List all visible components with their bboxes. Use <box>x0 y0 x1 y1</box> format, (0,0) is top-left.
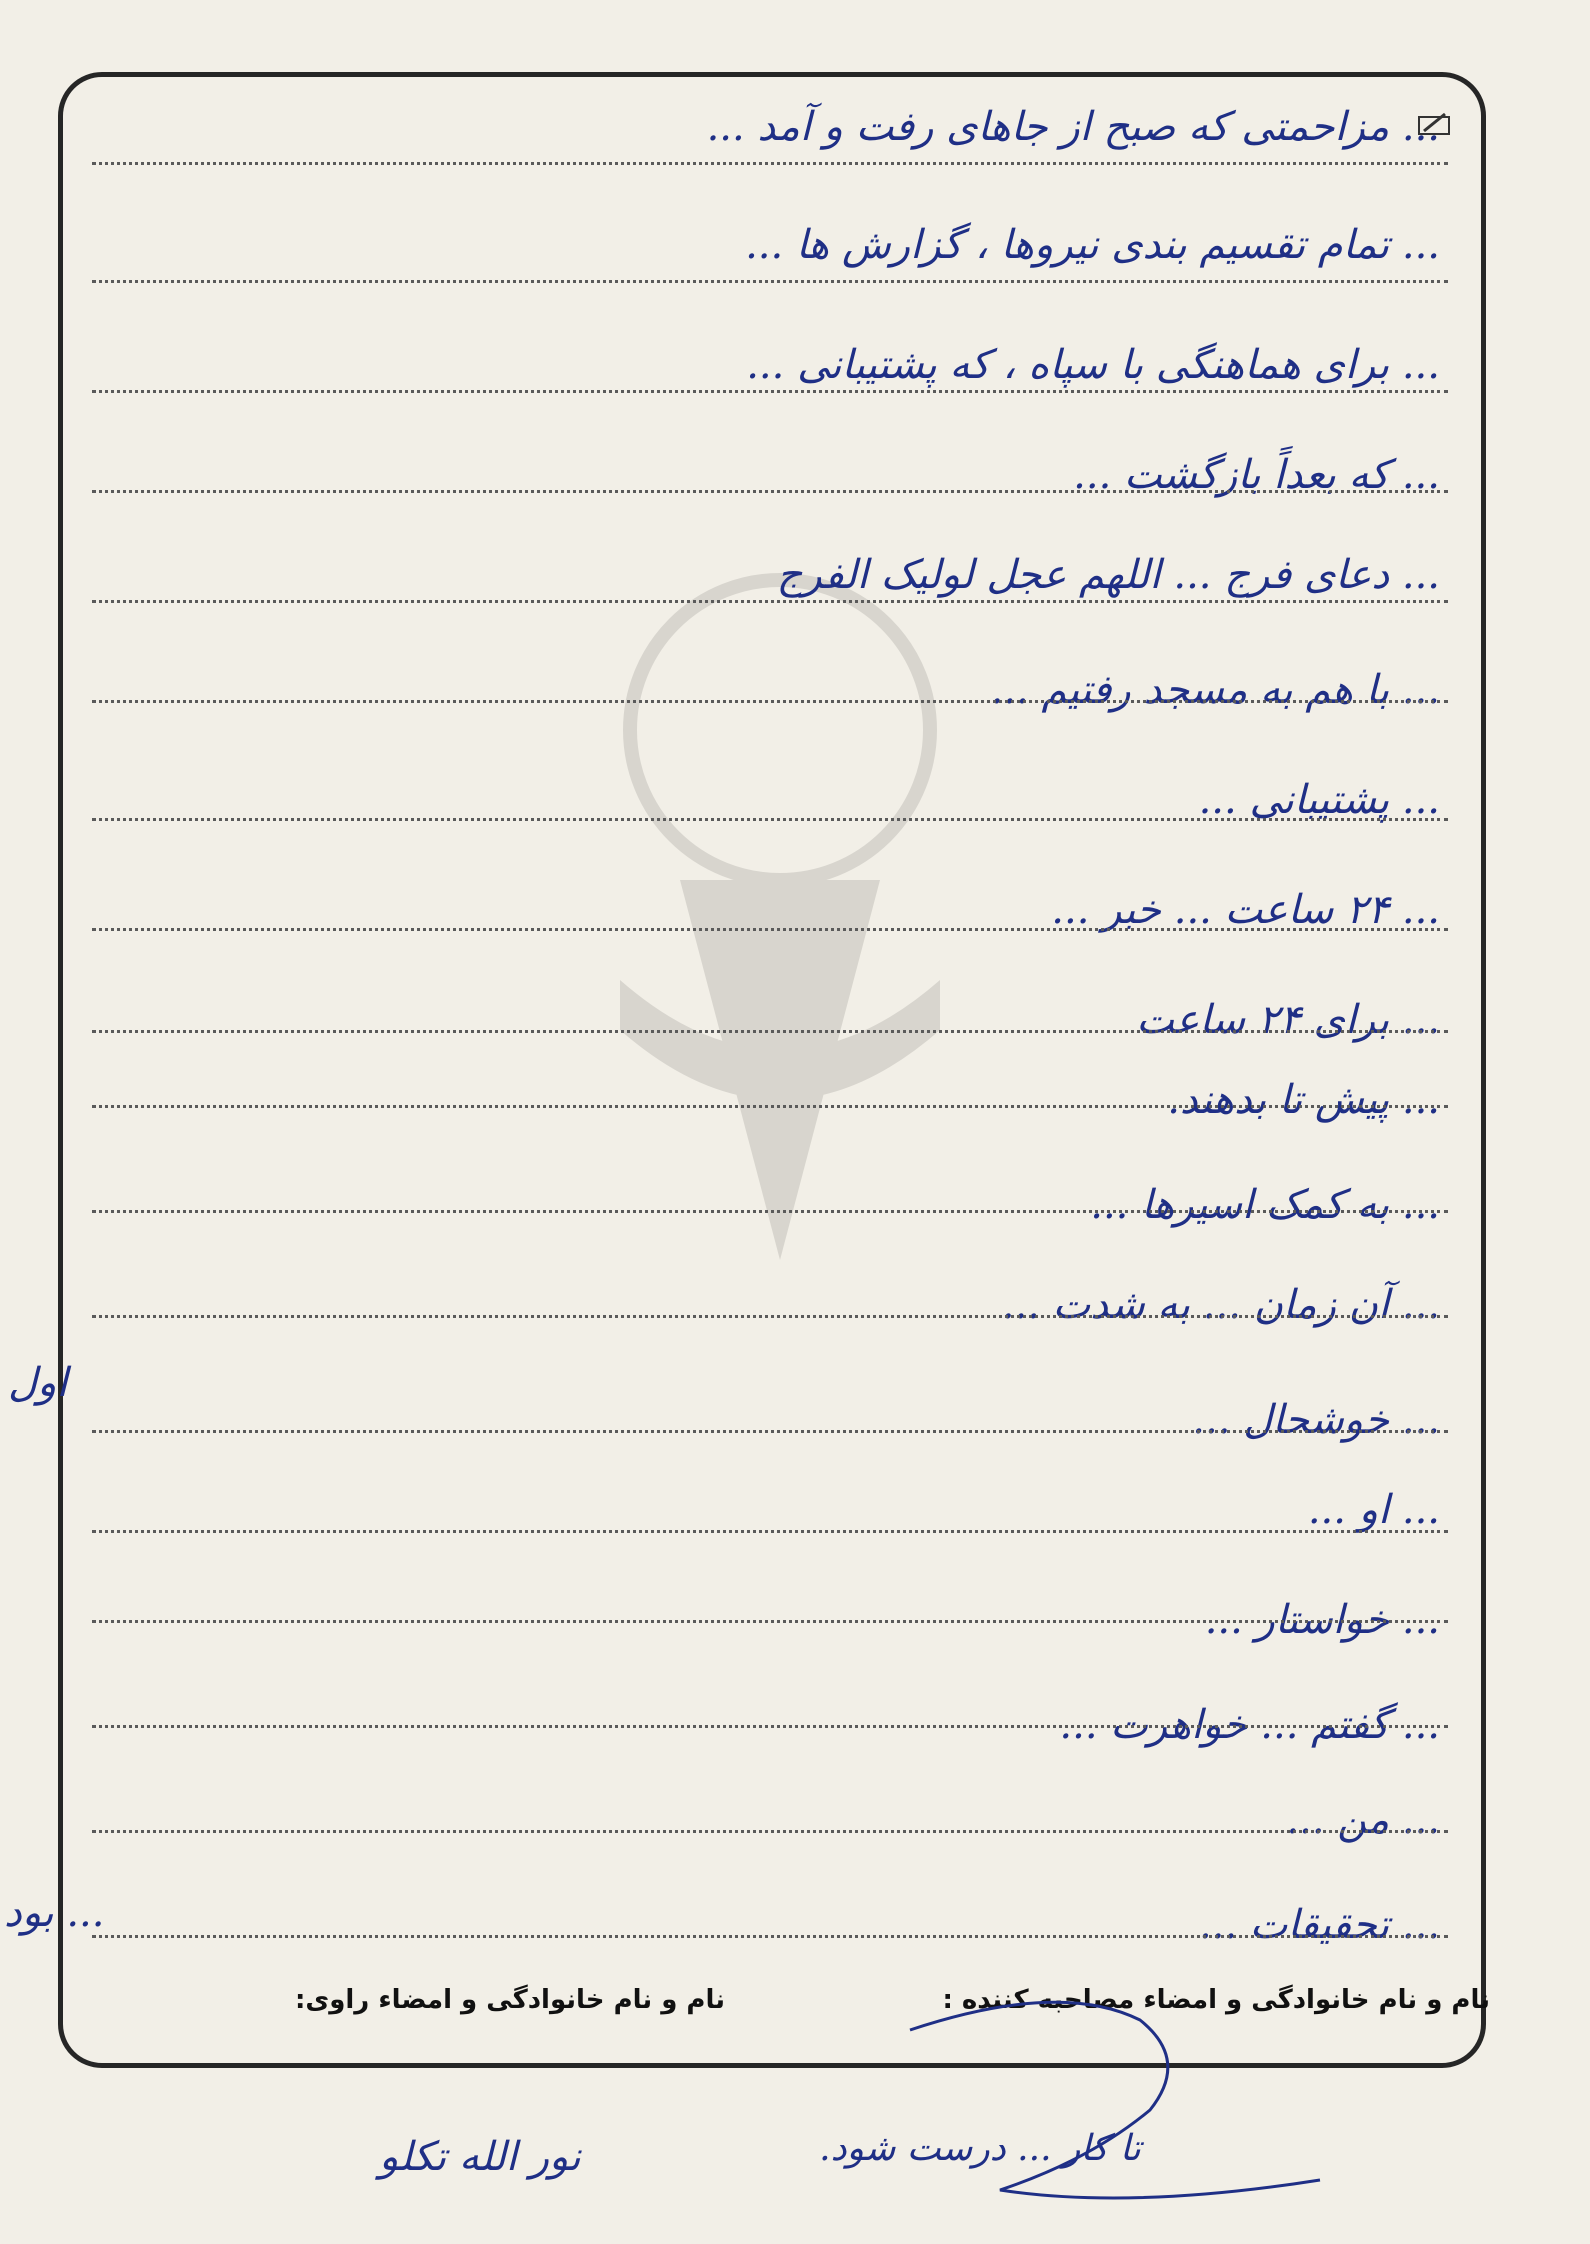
dotted-rule <box>92 1430 1448 1433</box>
handwritten-line: ... او ... <box>1307 1487 1440 1533</box>
handwritten-line: ... برای هماهنگی با سپاه ، که پشتیبانی ... <box>746 342 1440 388</box>
dotted-rule <box>92 1620 1448 1623</box>
handwritten-line: ... تحقیقات ... <box>1198 1902 1440 1948</box>
handwritten-line: ... من ... <box>1286 1797 1440 1843</box>
handwritten-line: ... آن زمان ... به شدت ... <box>1001 1282 1440 1328</box>
handwritten-line: ... دعای فرج ... اللهم عجل لولیک الفرج <box>776 552 1440 598</box>
handwritten-line: ... تمام تقسیم بندی نیروها ، گزارش ها ... <box>745 222 1440 268</box>
handwritten-line: ... با هم به مسجد رفتیم ... <box>990 667 1440 713</box>
dotted-rule <box>92 1830 1448 1833</box>
handwritten-line: ... مزاحمتی که صبح از جاهای رفت و آمد ... <box>706 104 1440 150</box>
dotted-rule <box>92 600 1448 603</box>
handwritten-line: ... خواستار ... <box>1204 1597 1440 1643</box>
margin-note: ... بود <box>4 1890 105 1936</box>
dotted-rule <box>92 390 1448 393</box>
dotted-rule <box>92 490 1448 493</box>
handwritten-note: تا کار ... درست شود. <box>819 2128 1141 2169</box>
margin-note: اول <box>8 1360 68 1406</box>
dotted-rule <box>92 1210 1448 1213</box>
narrator-signature-label: نام و نام خانوادگی و امضاء راوی: <box>295 1985 725 2015</box>
handwritten-line: ... برای ۲۴ ساعت <box>1136 997 1440 1043</box>
interviewer-signature-label: نام و نام خانوادگی و امضاء مصاحبه کننده : <box>942 1985 1490 2015</box>
handwritten-line: ... به کمک اسیرها ... <box>1090 1182 1440 1228</box>
dotted-rule <box>92 1105 1448 1108</box>
handwritten-line: ... خوشحال ... <box>1192 1397 1440 1443</box>
dotted-rule <box>92 1315 1448 1318</box>
narrator-signature-text: نور الله تکلو <box>379 2134 581 2180</box>
handwritten-line: ... که بعداً بازگشت ... <box>1073 452 1440 498</box>
dotted-rule <box>92 1530 1448 1533</box>
dotted-rule <box>92 818 1448 821</box>
dotted-rule <box>92 700 1448 703</box>
signatures-area <box>0 1960 1590 2244</box>
dotted-rule <box>92 1935 1448 1938</box>
dotted-rule <box>92 162 1448 165</box>
handwritten-line: ... گفتم ... خواهرت ... <box>1059 1702 1440 1748</box>
handwritten-line: ... پشتیبانی ... <box>1198 777 1440 823</box>
dotted-rule <box>92 928 1448 931</box>
handwritten-line: ... پیش تا بدهند. <box>1167 1077 1440 1123</box>
dotted-rule <box>92 280 1448 283</box>
dotted-rule <box>92 1725 1448 1728</box>
dotted-rule <box>92 1030 1448 1033</box>
handwritten-line: ... ۲۴ ساعت ... خبر ... <box>1051 887 1440 933</box>
